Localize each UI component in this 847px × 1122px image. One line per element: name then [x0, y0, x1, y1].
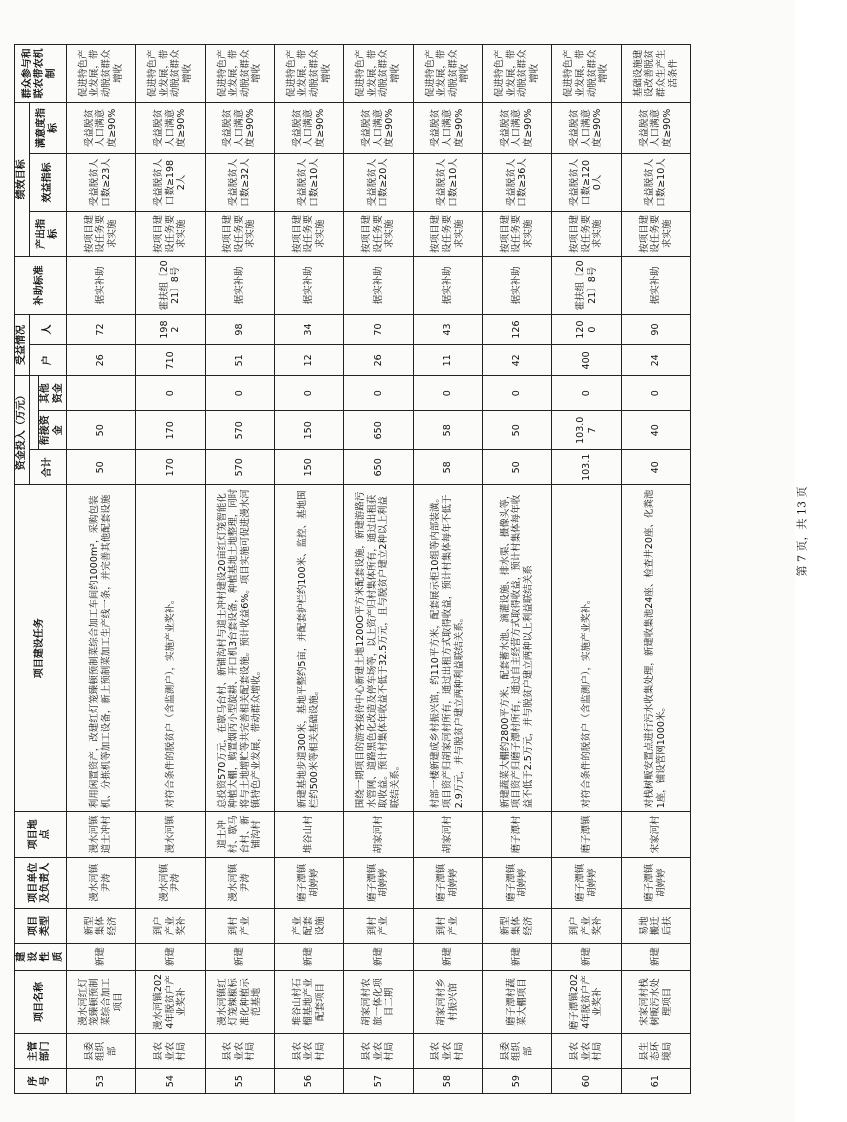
cell-name: 胡家河村农旅一体化项目二期 — [344, 970, 413, 1034]
cell-type: 新型集体经济 — [66, 908, 135, 943]
cell-output: 按项目建设任务要求实施 — [344, 211, 413, 256]
cell-satisfaction: 受益脱贫人口满意度≥90% — [483, 102, 552, 153]
cell-subsidy: 霍扶组〔2021〕8号 — [552, 257, 621, 315]
cell-nature: 新建 — [66, 943, 135, 970]
cell-type: 新型集体经济 — [483, 908, 552, 943]
header-total: 合计 — [30, 450, 67, 485]
table-row — [413, 45, 482, 1094]
cell-effect: 受益脱贫人口数≥1200人 — [552, 154, 621, 212]
cell-effect: 受益脱贫人口数≥32人 — [205, 154, 274, 212]
table-row — [344, 45, 413, 1094]
cell-name: 漫水河镇2024年脱贫户产业奖补 — [136, 970, 205, 1034]
cell-households: 12 — [274, 345, 343, 376]
cell-dept: 县农业农村局 — [413, 1034, 482, 1069]
cell-dept: 县农业农村局 — [552, 1034, 621, 1069]
cell-people: 34 — [274, 314, 343, 345]
cell-dept: 县生态环境局 — [621, 1034, 690, 1069]
cell-nature: 新建 — [205, 943, 274, 970]
cell-effect: 受益脱贫人口数≥1982人 — [136, 154, 205, 212]
cell-subsidy: 据实补助 — [483, 257, 552, 315]
cell-task: 对栈树畈安置点进行污水收集处理，新建收集池24座、检查井20座、化粪池1座，铺设管网1000米。 — [621, 485, 690, 812]
cell-task: 对符合条件的脱贫户（含监测户），实施产业奖补。 — [136, 485, 205, 812]
cell-place: 磨子潭镇 — [552, 812, 621, 857]
cell-unit: 磨子潭镇胡婷婷 — [483, 857, 552, 908]
page-number: 第 7 页，共 13 页 — [795, 486, 809, 577]
header-seq: 序号 — [15, 1069, 67, 1094]
cell-mech: 促进特色产业发展，带动脱贫群众增收 — [136, 45, 205, 103]
cell-subsidy: 霍扶组〔2021〕8号 — [136, 257, 205, 315]
cell-dept: 县农业农村局 — [274, 1034, 343, 1069]
cell-central: 650 — [344, 411, 413, 450]
cell-seq: 55 — [205, 1069, 274, 1094]
header-row-1 — [15, 45, 30, 1094]
cell-name: 胡家河村乡村振兴馆 — [413, 970, 482, 1034]
cell-output: 按项目建设任务要求实施 — [413, 211, 482, 256]
cell-subsidy: 据实补助 — [413, 257, 482, 315]
cell-central: 150 — [274, 411, 343, 450]
cell-effect: 受益脱贫人口数≥36人 — [483, 154, 552, 212]
table-row — [274, 45, 343, 1094]
cell-subsidy: 据实补助 — [621, 257, 690, 315]
header-households: 户 — [30, 345, 67, 376]
cell-name: 漫水河红灯笼臻顿预制菜综合加工项目 — [66, 970, 135, 1034]
table-row — [136, 45, 205, 1094]
cell-satisfaction: 受益脱贫人口满意度≥90% — [413, 102, 482, 153]
cell-other: 0 — [205, 376, 274, 411]
cell-nature: 新建 — [274, 943, 343, 970]
cell-nature: 新建 — [552, 943, 621, 970]
cell-dept: 县农业农村局 — [344, 1034, 413, 1069]
cell-name: 宋家河村栈树畈污水处理项目 — [621, 970, 690, 1034]
cell-people: 43 — [413, 314, 482, 345]
cell-other: 0 — [136, 376, 205, 411]
cell-satisfaction: 受益脱贫人口满意度≥90% — [552, 102, 621, 153]
cell-other — [66, 376, 135, 411]
rotated-table-wrapper — [14, 44, 686, 1094]
cell-subsidy: 据实补助 — [344, 257, 413, 315]
cell-total: 150 — [274, 450, 343, 485]
header-satisfaction: 满意度指标 — [30, 102, 67, 153]
header-benefit: 受益情况 — [15, 314, 30, 376]
cell-households: 26 — [344, 345, 413, 376]
cell-nature: 新建 — [483, 943, 552, 970]
cell-type: 到户产业奖补 — [552, 908, 621, 943]
header-output: 产出指标 — [30, 211, 67, 256]
cell-name: 漫水河镇红灯笼辣椒标准化种植示范基地 — [205, 970, 274, 1034]
cell-people: 1982 — [136, 314, 205, 345]
cell-people: 70 — [344, 314, 413, 345]
cell-name: 磨子潭镇2024年脱贫户产业奖补 — [552, 970, 621, 1034]
cell-task: 围绕一期项目的游客接待中心新建土地1200O平方米配套设施，新建游路污水管网、道路黑色化改造及停车场等，以上资产归村集体所有，通过出租获取收益。预计村集体年收益不低于32.5万元，且与脱贫户建立2种以上利益联结关系。 — [344, 485, 413, 812]
cell-output: 按项目建设任务要求实施 — [552, 211, 621, 256]
cell-other: 0 — [413, 376, 482, 411]
cell-place: 宋家河村 — [621, 812, 690, 857]
cell-place: 胡家河村 — [413, 812, 482, 857]
cell-seq: 61 — [621, 1069, 690, 1094]
project-table — [14, 44, 691, 1094]
cell-total: 103.1 — [552, 450, 621, 485]
cell-seq: 60 — [552, 1069, 621, 1094]
header-funds: 资金投入（万元） — [15, 376, 30, 485]
cell-households: 26 — [66, 345, 135, 376]
cell-other: 0 — [274, 376, 343, 411]
cell-central: 570 — [205, 411, 274, 450]
header-effect: 效益指标 — [30, 154, 67, 212]
cell-effect: 受益脱贫人口数≥23人 — [66, 154, 135, 212]
cell-place: 胡家河村 — [344, 812, 413, 857]
cell-total: 50 — [66, 450, 135, 485]
cell-satisfaction: 受益脱贫人口满意度≥90% — [621, 102, 690, 153]
cell-nature: 新建 — [413, 943, 482, 970]
cell-mech: 促进特色产业发展，带动脱贫群众增收 — [66, 45, 135, 103]
cell-people: 90 — [621, 314, 690, 345]
cell-total: 650 — [344, 450, 413, 485]
cell-seq: 57 — [344, 1069, 413, 1094]
cell-nature: 新建 — [344, 943, 413, 970]
table-row — [552, 45, 621, 1094]
cell-subsidy: 据实补助 — [205, 257, 274, 315]
cell-other: 0 — [552, 376, 621, 411]
cell-central: 58 — [413, 411, 482, 450]
cell-mech: 促进特色产业发展，带动脱贫群众增收 — [552, 45, 621, 103]
header-name: 项目名称 — [15, 970, 67, 1034]
cell-central: 50 — [66, 411, 135, 450]
cell-unit: 磨子潭镇胡婷婷 — [274, 857, 343, 908]
cell-central: 40 — [621, 411, 690, 450]
cell-name: 磨子潭村蔬菜大棚项目 — [483, 970, 552, 1034]
cell-households: 42 — [483, 345, 552, 376]
cell-nature: 新建 — [621, 943, 690, 970]
header-subsidy: 补助标准 — [15, 257, 67, 315]
cell-unit: 磨子潭镇胡婷婷 — [621, 857, 690, 908]
header-mech: 群众参与和联农带农机制 — [15, 45, 67, 103]
cell-mech: 基础设施建设改善脱贫群众生产生活条件 — [621, 45, 690, 103]
table-row — [483, 45, 552, 1094]
cell-task: 利用闲置资产，改建红灯笼臻顿预制菜综合加工车间约1000m²，采购包装机、分拣机等加工设备，新上预制菜加工生产线一条，并完善其他配套设施 — [66, 485, 135, 812]
cell-central: 170 — [136, 411, 205, 450]
header-central: 衔接资金 — [39, 411, 66, 450]
header-type: 项目类型 — [15, 908, 67, 943]
table-row — [621, 45, 690, 1094]
header-dept: 主管部门 — [15, 1034, 67, 1069]
cell-seq: 59 — [483, 1069, 552, 1094]
cell-type: 到户产业奖补 — [136, 908, 205, 943]
cell-dept: 县农业农村局 — [205, 1034, 274, 1069]
cell-mech: 促进特色产业发展，带动脱贫群众增收 — [344, 45, 413, 103]
cell-mech: 促进特色产业发展，带动脱贫群众增收 — [205, 45, 274, 103]
cell-unit: 漫水河镇尹涛 — [205, 857, 274, 908]
cell-central: 103.07 — [552, 411, 621, 450]
cell-type: 到村产业 — [205, 908, 274, 943]
cell-output: 按项目建设任务要求实施 — [274, 211, 343, 256]
cell-households: 710 — [136, 345, 205, 376]
cell-unit: 磨子潭镇胡婷婷 — [413, 857, 482, 908]
cell-mech: 促进特色产业发展，带动脱贫群众增收 — [274, 45, 343, 103]
cell-subsidy: 据实补助 — [66, 257, 135, 315]
cell-output: 按项目建设任务要求实施 — [483, 211, 552, 256]
header-other: 其他资金 — [39, 376, 66, 411]
cell-other: 0 — [621, 376, 690, 411]
cell-central: 50 — [483, 411, 552, 450]
cell-task: 对符合条件的脱贫户（含监测户），实施产业奖补。 — [552, 485, 621, 812]
cell-place: 堆谷山村 — [274, 812, 343, 857]
cell-type: 易地搬迁后扶 — [621, 908, 690, 943]
cell-task: 总投资570万元，在歇马台村、新铺沟村与道士冲村建设20亩红灯笼智能化种植大棚，购置烟丙小型旋耕、开口机3台套设备，种植基地土地整理，同时将与土地增贮等共完善相关配套设施。预计收益6%。项目实施可促进漫水河镇特色产业发展，带动群众增收。 — [205, 485, 274, 812]
cell-other: 0 — [483, 376, 552, 411]
cell-nature: 新建 — [136, 943, 205, 970]
cell-type: 到村产业 — [344, 908, 413, 943]
header-place: 项目地点 — [15, 812, 67, 857]
cell-seq: 54 — [136, 1069, 205, 1094]
page-footer — [757, 486, 809, 577]
header-funds-split — [30, 376, 39, 450]
cell-households: 400 — [552, 345, 621, 376]
cell-total: 58 — [413, 450, 482, 485]
cell-effect: 受益脱贫人口数≥10人 — [621, 154, 690, 212]
cell-unit: 漫水河镇尹涛 — [136, 857, 205, 908]
cell-output: 按项目建设任务要求实施 — [621, 211, 690, 256]
cell-place: 磨子潭村 — [483, 812, 552, 857]
cell-people: 126 — [483, 314, 552, 345]
cell-total: 50 — [483, 450, 552, 485]
cell-effect: 受益脱贫人口数≥10人 — [274, 154, 343, 212]
cell-dept: 县委组织部 — [66, 1034, 135, 1069]
table-row — [66, 45, 135, 1094]
cell-name: 堆谷山村石榴基地产业配套项目 — [274, 970, 343, 1034]
table-row — [205, 45, 274, 1094]
cell-households: 11 — [413, 345, 482, 376]
cell-households: 24 — [621, 345, 690, 376]
cell-satisfaction: 受益脱贫人口满意度≥90% — [274, 102, 343, 153]
cell-unit: 磨子潭镇胡婷婷 — [344, 857, 413, 908]
cell-people: 1200 — [552, 314, 621, 345]
cell-dept: 县农业农村局 — [136, 1034, 205, 1069]
cell-place: 漫水河镇道士冲村 — [66, 812, 135, 857]
cell-mech: 促进特色产业发展，带动脱贫群众增收 — [413, 45, 482, 103]
cell-seq: 53 — [66, 1069, 135, 1094]
cell-satisfaction: 受益脱贫人口满意度≥90% — [205, 102, 274, 153]
cell-satisfaction: 受益脱贫人口满意度≥90% — [344, 102, 413, 153]
cell-output: 按项目建设任务要求实施 — [136, 211, 205, 256]
cell-task: 新建蔬菜大棚约2800平方米，配套蓄水池、滴灌设施、排水渠、摄像头等，项目资产归磨子潭村所有，通过自主经营方式取得收益，预计村集体每年收益不低于2.5万元，并与脱贫户建立两种以上利益联结关系 — [483, 485, 552, 812]
cell-dept: 县委组织部 — [483, 1034, 552, 1069]
cell-output: 按项目建设任务要求实施 — [66, 211, 135, 256]
cell-seq: 58 — [413, 1069, 482, 1094]
header-perf: 绩效目标 — [15, 102, 30, 256]
cell-place: 道士冲村、歇马台村、新铺沟村 — [205, 812, 274, 857]
cell-place: 漫水河镇 — [136, 812, 205, 857]
cell-effect: 受益脱贫人口数≥10人 — [413, 154, 482, 212]
cell-seq: 56 — [274, 1069, 343, 1094]
header-task: 项目建设任务 — [15, 485, 67, 812]
cell-other: 0 — [344, 376, 413, 411]
cell-unit: 漫水河镇尹涛 — [66, 857, 135, 908]
cell-subsidy: 据实补助 — [274, 257, 343, 315]
cell-task: 新建基地步道300米，基地平整约5亩，并配套护栏约100米、监控、基地围栏约500米等相关基础设施。 — [274, 485, 343, 812]
cell-people: 72 — [66, 314, 135, 345]
cell-total: 170 — [136, 450, 205, 485]
header-nature: 建设性质 — [15, 943, 67, 970]
header-people: 人 — [30, 314, 67, 345]
cell-type: 产业配套设施 — [274, 908, 343, 943]
cell-households: 51 — [205, 345, 274, 376]
cell-satisfaction: 受益脱贫人口满意度≥90% — [66, 102, 135, 153]
cell-total: 570 — [205, 450, 274, 485]
cell-unit: 磨子潭镇胡婷婷 — [552, 857, 621, 908]
cell-satisfaction: 受益脱贫人口满意度≥90% — [136, 102, 205, 153]
header-unit: 项目单位及负责人 — [15, 857, 67, 908]
cell-total: 40 — [621, 450, 690, 485]
cell-mech: 促进特色产业发展，带动脱贫群众增收 — [483, 45, 552, 103]
cell-task: 村部一楼新建成乡村振兴馆，约110平方米，配套展示柜10组等内部装潢。项目资产归胡家河村所有，通过出租方式取得收益，预计村集体每年不低于2.9万元，并与脱贫户建立两种利益联结关系。 — [413, 485, 482, 812]
cell-people: 98 — [205, 314, 274, 345]
cell-output: 按项目建设任务要求实施 — [205, 211, 274, 256]
cell-effect: 受益脱贫人口数≥20人 — [344, 154, 413, 212]
cell-type: 到村产业 — [413, 908, 482, 943]
